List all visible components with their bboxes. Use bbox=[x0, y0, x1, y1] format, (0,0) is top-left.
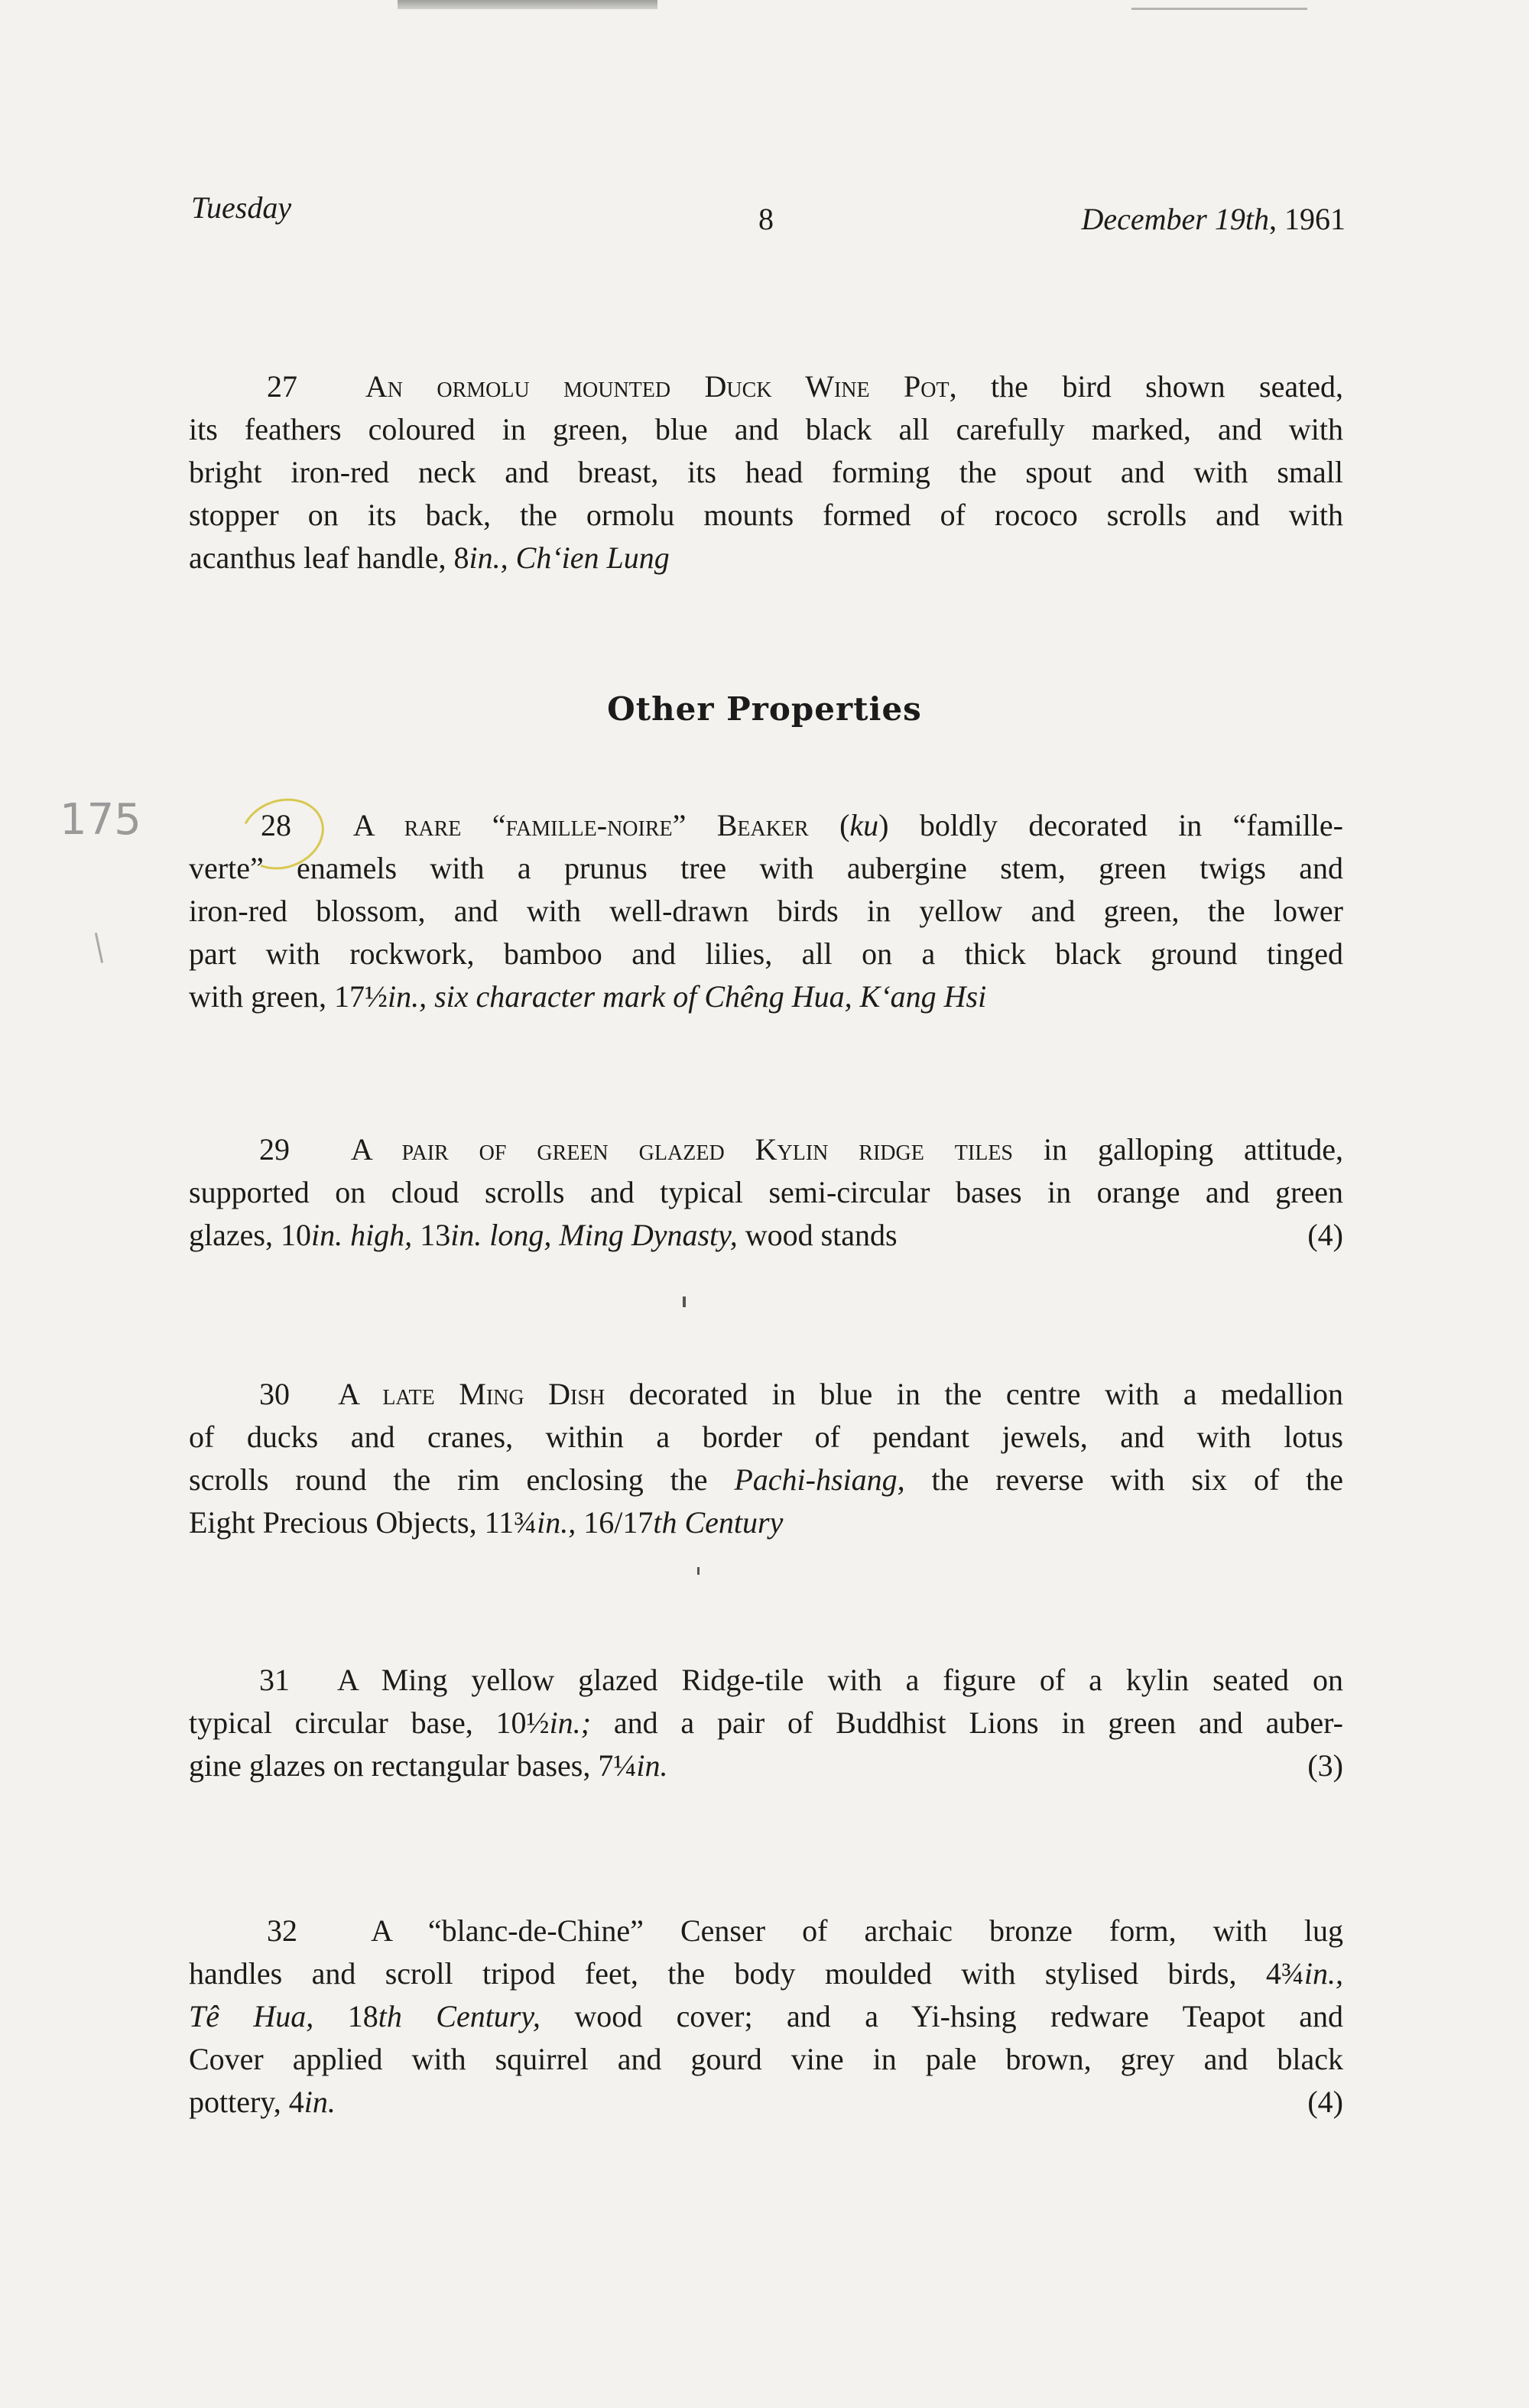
lot-number: 27 bbox=[267, 369, 297, 404]
lot-text: wood cover; and a Yi-hsing redware Teapot and bbox=[540, 1999, 1344, 2033]
lot-sep bbox=[508, 540, 516, 575]
lot-text: acanthus leaf handle, 8 bbox=[189, 540, 469, 575]
lot-text: handles and scroll tripod feet, the body moulded with stylised birds, 4¾ bbox=[189, 1956, 1304, 1991]
lot-line: of ducks and cranes, within a border of pendant jewels, and with lotus bbox=[189, 1420, 1343, 1454]
lot-term: ku bbox=[849, 808, 879, 842]
lot-period: Ch‘ien Lung bbox=[515, 540, 670, 575]
lot-line: stopper on its back, the ormolu mounts formed of rococo scrolls and with bbox=[189, 498, 1343, 532]
lot-title: A pair of green glazed Kylin ridge tiles bbox=[350, 1132, 1013, 1167]
lot-text: with green, 17½ bbox=[189, 979, 388, 1014]
lot-text: 16/17 bbox=[576, 1505, 654, 1540]
header-date bbox=[1082, 201, 1346, 237]
lot-size: in. bbox=[304, 2085, 336, 2119]
lot-size: in. bbox=[636, 1748, 668, 1783]
lot-title: An ormolu mounted Duck Wine Pot, bbox=[365, 369, 957, 404]
lot-30 bbox=[189, 1373, 1343, 1544]
lot-text: A Ming yellow glazed Ridge-tile with a figure of a kylin seated on bbox=[336, 1663, 1344, 1697]
lot-number: 32 bbox=[267, 1913, 297, 1948]
page-number: 8 bbox=[758, 202, 774, 236]
lot-quantity: (3) bbox=[1307, 1748, 1343, 1783]
section-title: Other Properties bbox=[607, 690, 922, 728]
lot-line bbox=[189, 1501, 1343, 1544]
lot-line bbox=[189, 365, 1343, 408]
lot-number: 30 bbox=[259, 1377, 290, 1411]
lot-line bbox=[189, 1214, 1343, 1257]
lot-27 bbox=[189, 365, 1343, 579]
lot-line bbox=[189, 2081, 1343, 2124]
lot-29 bbox=[189, 1128, 1343, 1257]
page-edge-shadow bbox=[398, 0, 657, 9]
lot-text: and a pair of Buddhist Lions in green and auber- bbox=[591, 1705, 1343, 1740]
lot-line: verte” enamels with a prunus tree with aubergine stem, green twigs and bbox=[189, 851, 1343, 885]
lot-text: 13 bbox=[412, 1218, 451, 1252]
lot-line bbox=[189, 1910, 1343, 1952]
lot-line: part with rockwork, bamboo and lilies, all on a thick black ground tinged bbox=[189, 936, 1343, 971]
lot-line bbox=[189, 804, 1343, 847]
speck bbox=[683, 1296, 686, 1307]
lot-line bbox=[189, 1952, 1343, 1995]
lot-size: in., bbox=[469, 540, 508, 575]
lot-text: typical circular base, 10½ bbox=[189, 1705, 550, 1740]
lot-text: 18 bbox=[313, 1999, 378, 2033]
lot-line: supported on cloud scrolls and typical semi-circular bases in orange and green bbox=[189, 1175, 1343, 1209]
date-suffix: th bbox=[1245, 202, 1269, 236]
lot-line: iron-red blossom, and with well-drawn birds in yellow and green, the lower bbox=[189, 894, 1343, 928]
lot-number: 29 bbox=[259, 1132, 290, 1167]
lot-28 bbox=[189, 804, 1343, 1018]
lot-line bbox=[189, 1373, 1343, 1416]
header-day: Tuesday bbox=[191, 190, 292, 225]
lot-period: th Century, bbox=[378, 1999, 541, 2033]
lot-text: ) boldly decorated in “famille- bbox=[878, 808, 1344, 842]
lot-size: in., bbox=[1303, 1956, 1343, 1991]
lot-quantity: (4) bbox=[1307, 2085, 1343, 2119]
lot-size: in., bbox=[387, 979, 427, 1014]
page-header bbox=[191, 190, 1346, 235]
lot-period: in. long, Ming Dynasty, bbox=[450, 1218, 738, 1252]
lot-line bbox=[189, 1744, 1343, 1787]
lot-text: Eight Precious Objects, 11¾ bbox=[189, 1505, 537, 1540]
lot-title: A rare “famille-noire” Beaker bbox=[352, 808, 809, 842]
lot-title: A late Ming Dish bbox=[338, 1377, 605, 1411]
lot-sep bbox=[427, 979, 434, 1014]
lot-line bbox=[189, 1459, 1343, 1501]
lot-line bbox=[189, 537, 1343, 579]
lot-text: decorated in blue in the centre with a medallion bbox=[605, 1377, 1343, 1411]
speck bbox=[697, 1567, 700, 1575]
lot-line bbox=[189, 1659, 1343, 1702]
lot-sep: ( bbox=[808, 808, 850, 842]
lot-line bbox=[189, 975, 1343, 1018]
lot-period: Tê Hua, bbox=[189, 1999, 314, 2033]
lot-line bbox=[189, 1995, 1343, 2038]
lot-quantity: (4) bbox=[1307, 1218, 1343, 1252]
lot-size: in.; bbox=[549, 1705, 591, 1740]
lot-mark: six character mark of Chêng Hua, K‘ang Hsi bbox=[434, 979, 987, 1014]
lot-text: glazes, 10 bbox=[189, 1218, 311, 1252]
lot-number: 31 bbox=[259, 1663, 290, 1697]
lot-text: in galloping attitude, bbox=[1013, 1132, 1344, 1167]
lot-31 bbox=[189, 1659, 1343, 1787]
lot-size: in. high, bbox=[310, 1218, 413, 1252]
lot-line bbox=[189, 1702, 1343, 1744]
lot-text: the bird shown seated, bbox=[956, 369, 1343, 404]
margin-note: 175 bbox=[60, 795, 141, 845]
page-edge-line bbox=[1131, 8, 1307, 10]
lot-text: A “blanc-de-Chine” Censer of archaic bronze form, with lug bbox=[371, 1913, 1344, 1948]
lot-line bbox=[189, 1128, 1343, 1171]
lot-size: in., bbox=[537, 1505, 576, 1540]
lot-text: scrolls round the rim enclosing the bbox=[189, 1462, 735, 1497]
lot-line: its feathers coloured in green, blue and black all carefully marked, and with bbox=[189, 412, 1343, 446]
lot-number: 28 bbox=[261, 808, 291, 842]
lot-text: wood stands bbox=[737, 1218, 898, 1252]
lot-term: Pachi-hsiang, bbox=[734, 1462, 905, 1497]
lot-text: pottery, 4 bbox=[189, 2085, 304, 2119]
lot-32 bbox=[189, 1910, 1343, 2124]
lot-text: the reverse with six of the bbox=[904, 1462, 1343, 1497]
lot-line: bright iron-red neck and breast, its head forming the spout and with small bbox=[189, 455, 1343, 489]
lot-text: gine glazes on rectangular bases, 7¼ bbox=[189, 1748, 637, 1783]
pencil-mark bbox=[95, 933, 103, 963]
date-year: , 1961 bbox=[1269, 202, 1346, 236]
date-month: December 19 bbox=[1081, 202, 1245, 236]
lot-period: th Century bbox=[653, 1505, 784, 1540]
lot-line: Cover applied with squirrel and gourd vine in pale brown, grey and black bbox=[189, 2042, 1343, 2076]
